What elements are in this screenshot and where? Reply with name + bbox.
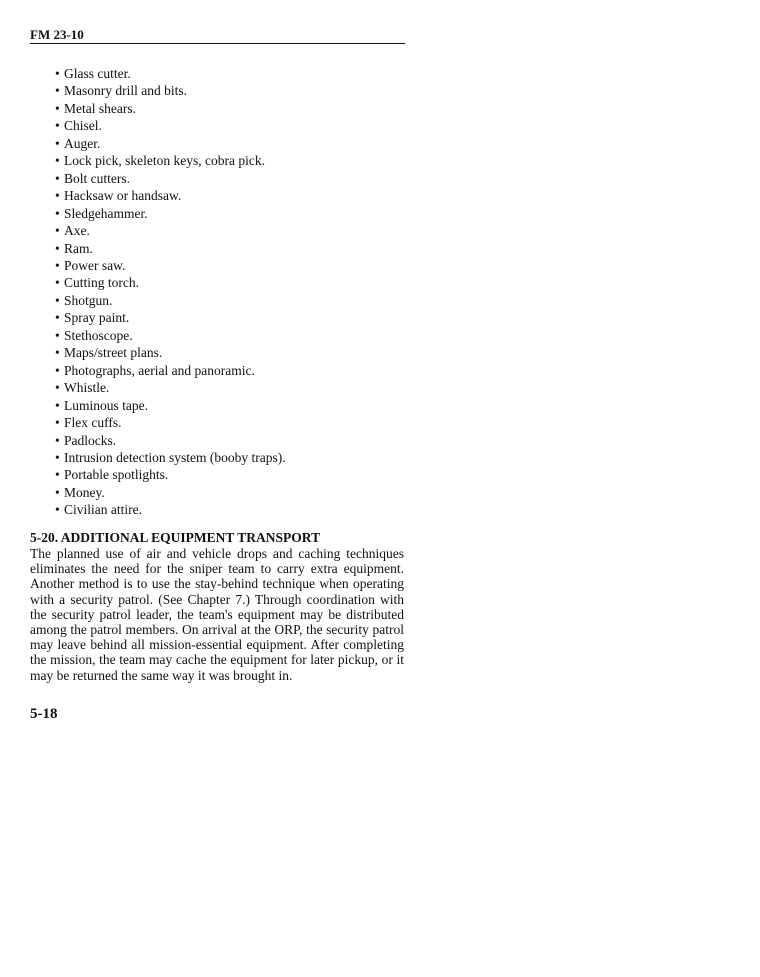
list-item: • Money. — [55, 484, 286, 501]
list-item: • Bolt cutters. — [55, 170, 286, 187]
list-item: • Auger. — [55, 135, 286, 152]
list-item: • Padlocks. — [55, 432, 286, 449]
list-item: • Ram. — [55, 240, 286, 257]
list-item: • Glass cutter. — [55, 65, 286, 82]
list-item: • Chisel. — [55, 117, 286, 134]
section-body: The planned use of air and vehicle drops and caching techniques eliminates the need for the sniper team to carry extra equipment. Another method is to use the stay-behind technique when operating with a security patrol. (See Chapter 7.) Through coordination with the security patrol leader, the team's equipment may be distributed among the patrol members. On arrival at the ORP, the security patrol may leave behind all mission-essential equipment. After completing the mission, the team may cache the equipment for later pickup, or it may be returned the same way it was brought in. — [30, 546, 404, 683]
list-item: • Axe. — [55, 222, 286, 239]
page-header — [30, 28, 405, 44]
list-item: • Intrusion detection system (booby traps). — [55, 449, 286, 466]
list-item: • Maps/street plans. — [55, 344, 286, 361]
list-item: • Sledgehammer. — [55, 205, 286, 222]
list-item: • Portable spotlights. — [55, 466, 286, 483]
list-item: • Power saw. — [55, 257, 286, 274]
section-heading: 5-20. ADDITIONAL EQUIPMENT TRANSPORT — [30, 530, 321, 545]
list-item: • Lock pick, skeleton keys, cobra pick. — [55, 152, 286, 169]
list-item: • Masonry drill and bits. — [55, 82, 286, 99]
page-number: 5-18 — [30, 706, 58, 722]
equipment-list — [55, 65, 286, 519]
list-item: • Flex cuffs. — [55, 414, 286, 431]
list-item: • Cutting torch. — [55, 274, 286, 291]
list-item: • Hacksaw or handsaw. — [55, 187, 286, 204]
list-item: • Photographs, aerial and panoramic. — [55, 362, 286, 379]
list-item: • Luminous tape. — [55, 397, 286, 414]
list-item: • Civilian attire. — [55, 501, 286, 518]
list-item: • Stethoscope. — [55, 327, 286, 344]
list-item: • Shotgun. — [55, 292, 286, 309]
list-item: • Spray paint. — [55, 309, 286, 326]
list-item: • Whistle. — [55, 379, 286, 396]
manual-id: FM 23-10 — [30, 27, 84, 42]
list-item: • Metal shears. — [55, 100, 286, 117]
